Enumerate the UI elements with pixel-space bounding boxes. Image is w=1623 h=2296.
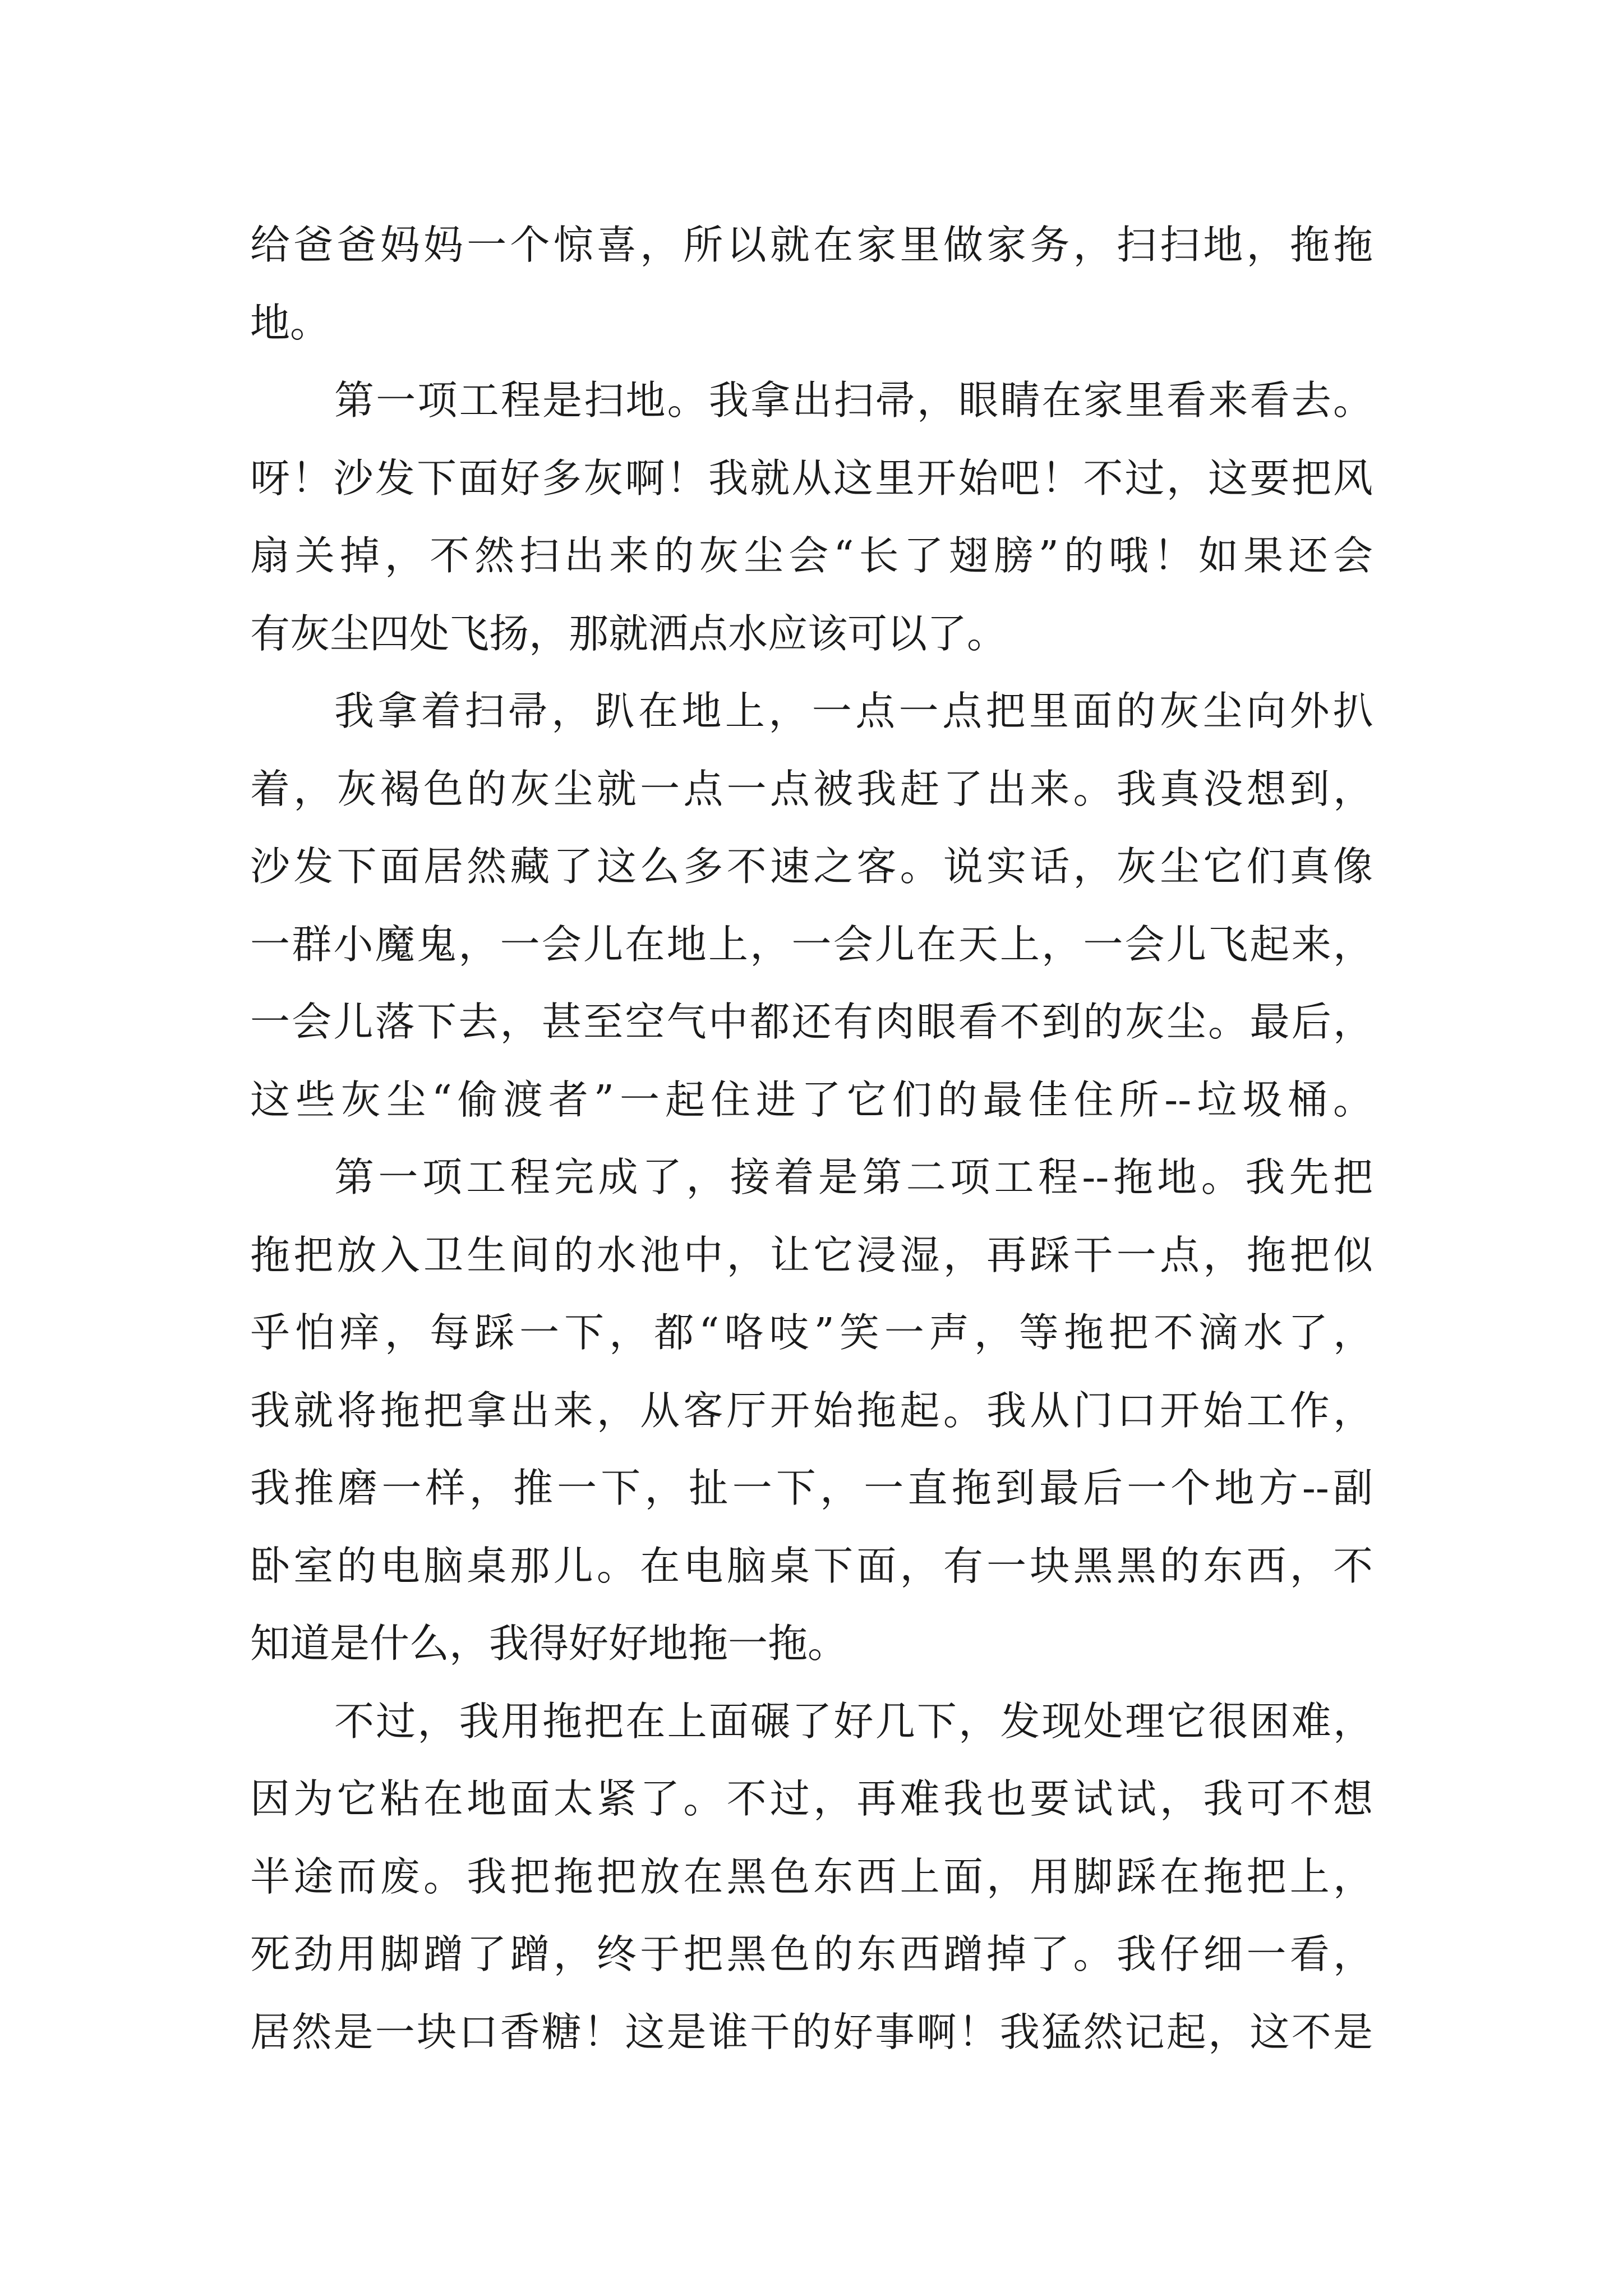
body-text [250, 206, 1373, 2071]
text-line: 拖把放入卫生间的水池中，让它浸湿，再踩干一点，拖把似 [250, 1231, 1373, 1278]
text-line: 我就将拖把拿出来，从客厅开始拖起。我从门口开始工作， [250, 1387, 1373, 1434]
paragraph-first-line: 我拿着扫帚，趴在地上，一点一点把里面的灰尘向外扒 [334, 688, 1373, 734]
text-line: 这些灰尘“偷渡者”一起住进了它们的最佳住所--垃圾桶。 [250, 1076, 1373, 1123]
text-line: 知道是什么，我得好好地拖一拖。 [250, 1620, 848, 1667]
text-line: 乎怕痒，每踩一下，都“咯吱”笑一声，等拖把不滴水了， [250, 1309, 1373, 1356]
text-line: 我推磨一样，推一下，扯一下，一直拖到最后一个地方--副 [250, 1465, 1373, 1511]
text-line: 着，灰褐色的灰尘就一点一点被我赶了出来。我真没想到， [250, 765, 1373, 812]
text-line: 沙发下面居然藏了这么多不速之客。说实话，灰尘它们真像 [250, 843, 1373, 890]
text-line: 死劲用脚蹭了蹭，终于把黑色的东西蹭掉了。我仔细一看， [250, 1931, 1373, 1977]
text-line: 半途而废。我把拖把放在黑色东西上面，用脚踩在拖把上， [250, 1853, 1373, 1900]
text-line: 一群小魔鬼，一会儿在地上，一会儿在天上，一会儿飞起来， [250, 921, 1373, 968]
paragraph-first-line: 第一项工程完成了，接着是第二项工程--拖地。我先把 [334, 1154, 1373, 1200]
text-line: 有灰尘四处飞扬，那就洒点水应该可以了。 [250, 610, 1007, 657]
text-line: 呀！沙发下面好多灰啊！我就从这里开始吧！不过，这要把风 [250, 454, 1373, 501]
text-line: 卧室的电脑桌那儿。在电脑桌下面，有一块黑黑的东西，不 [250, 1542, 1373, 1589]
text-line: 一会儿落下去，甚至空气中都还有肉眼看不到的灰尘。最后， [250, 999, 1373, 1045]
text-line: 扇关掉，不然扫出来的灰尘会“长了翅膀”的哦！如果还会 [250, 532, 1373, 579]
paragraph-first-line: 第一项工程是扫地。我拿出扫帚，眼睛在家里看来看去。 [334, 377, 1373, 424]
paragraph-first-line: 不过，我用拖把在上面碾了好几下，发现处理它很困难， [334, 1697, 1373, 1745]
text-line: 给爸爸妈妈一个惊喜，所以就在家里做家务，扫扫地，拖拖 [250, 222, 1373, 268]
text-line: 居然是一块口香糖！这是谁干的好事啊！我猛然记起，这不是 [250, 2008, 1373, 2055]
text-line: 地。 [250, 299, 330, 346]
text-line: 因为它粘在地面太紧了。不过，再难我也要试试，我可不想 [250, 1775, 1373, 1822]
